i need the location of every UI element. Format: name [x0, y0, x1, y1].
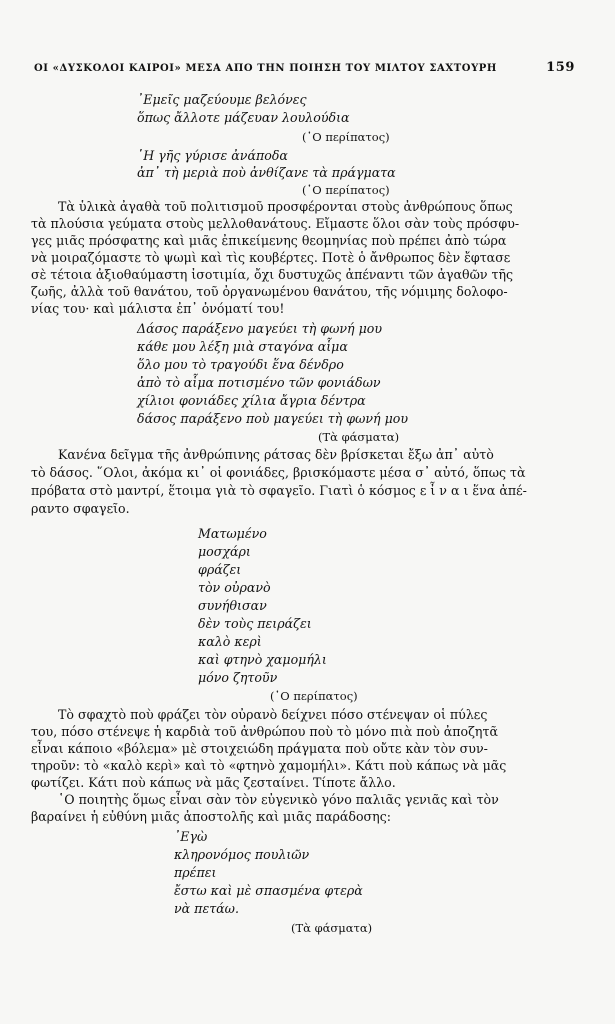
poem4-line: μοσχάρι: [198, 544, 251, 559]
poem5-line: ᾿Εγὼ: [174, 829, 208, 844]
poem4-line: φράζει: [198, 562, 242, 577]
paragraph1-line: σὲ τέτοια ἀξιοθαύμαστη ἰσοτιμία, ὄχι δυστυχῶς ἀπέναντι τῶν ἀγαθῶν τῆς: [31, 267, 514, 282]
paragraph3-line: του, πόσο στένεψε ἡ καρδιὰ τοῦ ἀνθρώπου ποὺ τὸ μόνο πιὰ ποὺ ἀποζητᾶ: [31, 724, 498, 739]
page-number: 159: [546, 60, 575, 75]
paragraph2-line: ραντο σφαγεῖο.: [31, 501, 130, 516]
paragraph1-line: νὰ μοιραζόμαστε τὸ ψωμὶ καὶ τὶς κουβέρτες. Ποτὲ ὁ ἄνθρωπος δὲν ἔφτασε: [31, 250, 511, 265]
paragraph3-line: φωτίζει. Κάτι ποὺ κάπως νὰ μᾶς ζεσταίνει. Τίποτε ἄλλο.: [31, 775, 396, 790]
paragraph1-line: Τὰ ὑλικὰ ἀγαθὰ τοῦ πολιτισμοῦ προσφέρονται στοὺς ἀνθρώπους ὅπως: [58, 199, 513, 214]
poem3-line: Δάσος παράξενο μαγεύει τὴ φωνή μου: [137, 321, 383, 336]
poem4-line: καὶ φτηνὸ χαμομήλι: [198, 652, 327, 667]
paragraph1-line: νίας του· καὶ μάλιστα ἐπ᾿ ὀνόματί του!: [31, 301, 285, 316]
poem2-source: (῾Ο περίπατος): [302, 183, 390, 197]
poem1-line: ᾿Εμεῖς μαζεύουμε βελόνες: [137, 92, 307, 107]
poem3-source: (Τὰ φάσματα): [318, 430, 400, 444]
poem5-line: πρέπει: [174, 865, 217, 880]
poem2-line: ἀπ᾿ τὴ μεριὰ ποὺ ἀνθίζανε τὰ πράγματα: [137, 165, 396, 180]
poem5-line: κληρονόμος πουλιῶν: [174, 847, 310, 862]
running-header: [34, 60, 575, 75]
poem5-source: (Τὰ φάσματα): [291, 921, 373, 935]
running-title: ΟΙ «ΔΥΣΚΟΛΟΙ ΚΑΙΡΟΙ» ΜΕΣΑ ΑΠΟ ΤΗΝ ΠΟΙΗΣΗ ΤΟΥ ΜΙΛΤΟΥ ΣΑΧΤΟΥΡΗ: [34, 63, 497, 74]
poem5-line: νὰ πετάω.: [174, 901, 239, 916]
poem3-line: χίλιοι φονιάδες χίλια ἄγρια δέντρα: [137, 393, 366, 408]
paragraph2-line: Κανένα δεῖγμα τῆς ἀνθρώπινης ράτσας δὲν βρίσκεται ἔξω ἀπ᾿ αὐτὸ: [58, 447, 494, 462]
paragraph3-line: εἶναι κάποιο «βόλεμα» μὲ στοιχειώδη πράγματα ποὺ οὔτε κὰν τὸν συν-: [31, 741, 488, 756]
paragraph2-line: τὸ δάσος. ῞Ολοι, ἀκόμα κι᾿ οἱ φονιάδες, βρισκόμαστε μέσα σ᾿ αὐτό, ὅπως τὰ: [31, 465, 526, 480]
poem4-line: συνήθισαν: [198, 598, 267, 613]
paragraph1-line: τὰ πλούσια γεύματα στοὺς μελλοθανάτους. Εἴμαστε ὅλοι σὰν τοὺς πρόσφυ-: [31, 216, 520, 231]
paragraph4-line: βαραίνει ἡ εὐθύνη μιᾶς ἀποστολῆς καὶ μιᾶς παράδοσης:: [31, 809, 391, 824]
poem1-line: ὅπως ἄλλοτε μάζευαν λουλούδια: [137, 110, 350, 125]
poem3-line: δάσος παράξενο ποὺ μαγεύει τὴ φωνή μου: [137, 411, 409, 426]
poem4-source: (῾Ο περίπατος): [270, 689, 358, 703]
poem2-line: ῾Η γῆς γύρισε ἀνάποδα: [137, 148, 288, 163]
paragraph3-line: τηροῦν: τὸ «καλὸ κερὶ» καὶ τὸ «φτηνὸ χαμομήλι». Κάτι ποὺ κάπως νὰ μᾶς: [31, 758, 507, 773]
paragraph3-line: Τὸ σφαχτὸ ποὺ φράζει τὸν οὐρανὸ δείχνει πόσο στένεψαν οἱ πύλες: [58, 707, 488, 722]
poem4-line: Ματωμένο: [198, 526, 267, 541]
paragraph1-line: γες μιᾶς πρόσφατης καὶ μιᾶς ἐπικείμενης θεομηνίας ποὺ πρέπει ἀπὸ τώρα: [31, 233, 507, 248]
poem5-line: ἔστω καὶ μὲ σπασμένα φτερὰ: [174, 883, 363, 898]
paragraph2-line: πρόβατα στὸ μαντρί, ἕτοιμα γιὰ τὸ σφαγεῖο. Γιατὶ ὁ κόσμος ε ἶ ν α ι ἕνα ἀπέ-: [31, 483, 527, 498]
poem1-source: (῾Ο περίπατος): [302, 130, 390, 144]
poem3-line: ἀπὸ τὸ αἷμα ποτισμένο τῶν φονιάδων: [137, 375, 381, 390]
poem3-line: ὅλο μου τὸ τραγούδι ἕνα δένδρο: [137, 357, 344, 372]
paragraph4-line: ῾Ο ποιητὴς ὅμως εἶναι σὰν τὸν εὐγενικὸ γόνο παλιᾶς γενιᾶς καὶ τὸν: [58, 792, 499, 807]
poem4-line: τὸν οὐρανὸ: [198, 580, 271, 595]
poem3-line: κάθε μου λέξη μιὰ σταγόνα αἷμα: [137, 339, 348, 354]
paragraph1-line: ζωῆς, ἀλλὰ τοῦ θανάτου, τοῦ ὀργανωμένου θανάτου, τῆς νόμιμης δολοφο-: [31, 284, 508, 299]
poem4-line: δὲν τοὺς πειράζει: [198, 616, 312, 631]
poem4-line: μόνο ζητοῦν: [198, 670, 278, 685]
poem4-line: καλὸ κερὶ: [198, 634, 262, 649]
